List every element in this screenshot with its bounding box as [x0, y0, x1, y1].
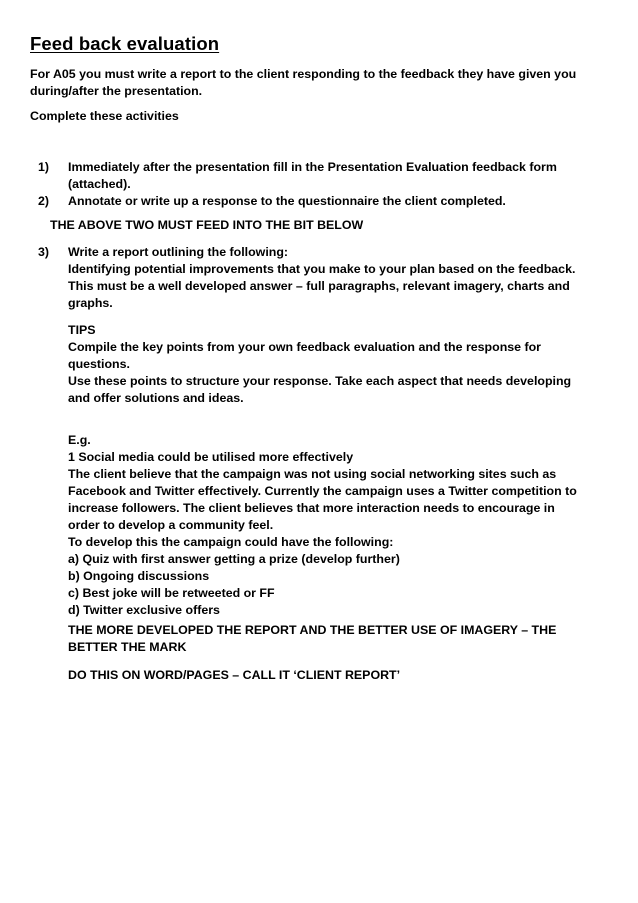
list-item-text: [68, 244, 575, 312]
list-item-line: Immediately after the presentation fill in the Presentation Evaluation feedback form: [68, 160, 557, 174]
save-note-line: DO THIS ON WORD/PAGES – CALL IT ‘CLIENT REPORT’: [68, 668, 401, 682]
list-item-line: graphs.: [68, 296, 113, 310]
list-number: 2): [38, 194, 50, 208]
example-line: To develop this the campaign could have the following:: [68, 535, 394, 549]
mark-note-line: BETTER THE MARK: [68, 640, 187, 654]
example-line: increase followers. The client believes that more interaction needs to encourage in: [68, 501, 555, 515]
tips-line: Use these points to structure your response. Take each aspect that needs developing: [68, 374, 572, 388]
tips-heading: TIPS: [68, 323, 96, 337]
list-item-line: Write a report outlining the following:: [68, 245, 289, 259]
example-line: 1 Social media could be utilised more effectively: [68, 450, 354, 464]
list-item-line: Annotate or write up a response to the questionnaire the client completed.: [68, 194, 506, 208]
complete-activities-line: Complete these activities: [30, 109, 179, 123]
example-line: The client believe that the campaign was not using social networking sites such as: [68, 467, 557, 481]
example-line: order to develop a community feel.: [68, 518, 274, 532]
intro-paragraph: [30, 66, 620, 100]
intro-line: during/after the presentation.: [30, 84, 203, 98]
list-item-text: [68, 159, 557, 193]
list-number: 1): [38, 160, 50, 174]
tips-line: questions.: [68, 357, 130, 371]
example-line: b) Ongoing discussions: [68, 569, 210, 583]
example-line: a) Quiz with first answer getting a prize (develop further): [68, 552, 400, 566]
mark-note-line: THE MORE DEVELOPED THE REPORT AND THE BETTER USE OF IMAGERY – THE: [68, 623, 557, 637]
intro-line: For A05 you must write a report to the client responding to the feedback they have given you: [30, 67, 577, 81]
complete-activities-text: [30, 108, 620, 125]
list-item-line: (attached).: [68, 177, 131, 191]
list-item-text: [68, 193, 506, 210]
tips-line: Compile the key points from your own feedback evaluation and the response for: [68, 340, 541, 354]
example-line: c) Best joke will be retweeted or FF: [68, 586, 275, 600]
tips-line: and offer solutions and ideas.: [68, 391, 244, 405]
page-title: Feed back evaluation: [30, 33, 220, 54]
example-line: E.g.: [68, 433, 91, 447]
list-item-line: Identifying potential improvements that you make to your plan based on the feedback.: [68, 262, 576, 276]
example-line: d) Twitter exclusive offers: [68, 603, 220, 617]
feed-into-line: THE ABOVE TWO MUST FEED INTO THE BIT BELOW: [50, 218, 364, 232]
list-item-line: This must be a well developed answer – full paragraphs, relevant imagery, charts and: [68, 279, 570, 293]
list-number: 3): [38, 245, 50, 259]
example-line: Facebook and Twitter effectively. Currently the campaign uses a Twitter competition to: [68, 484, 577, 498]
